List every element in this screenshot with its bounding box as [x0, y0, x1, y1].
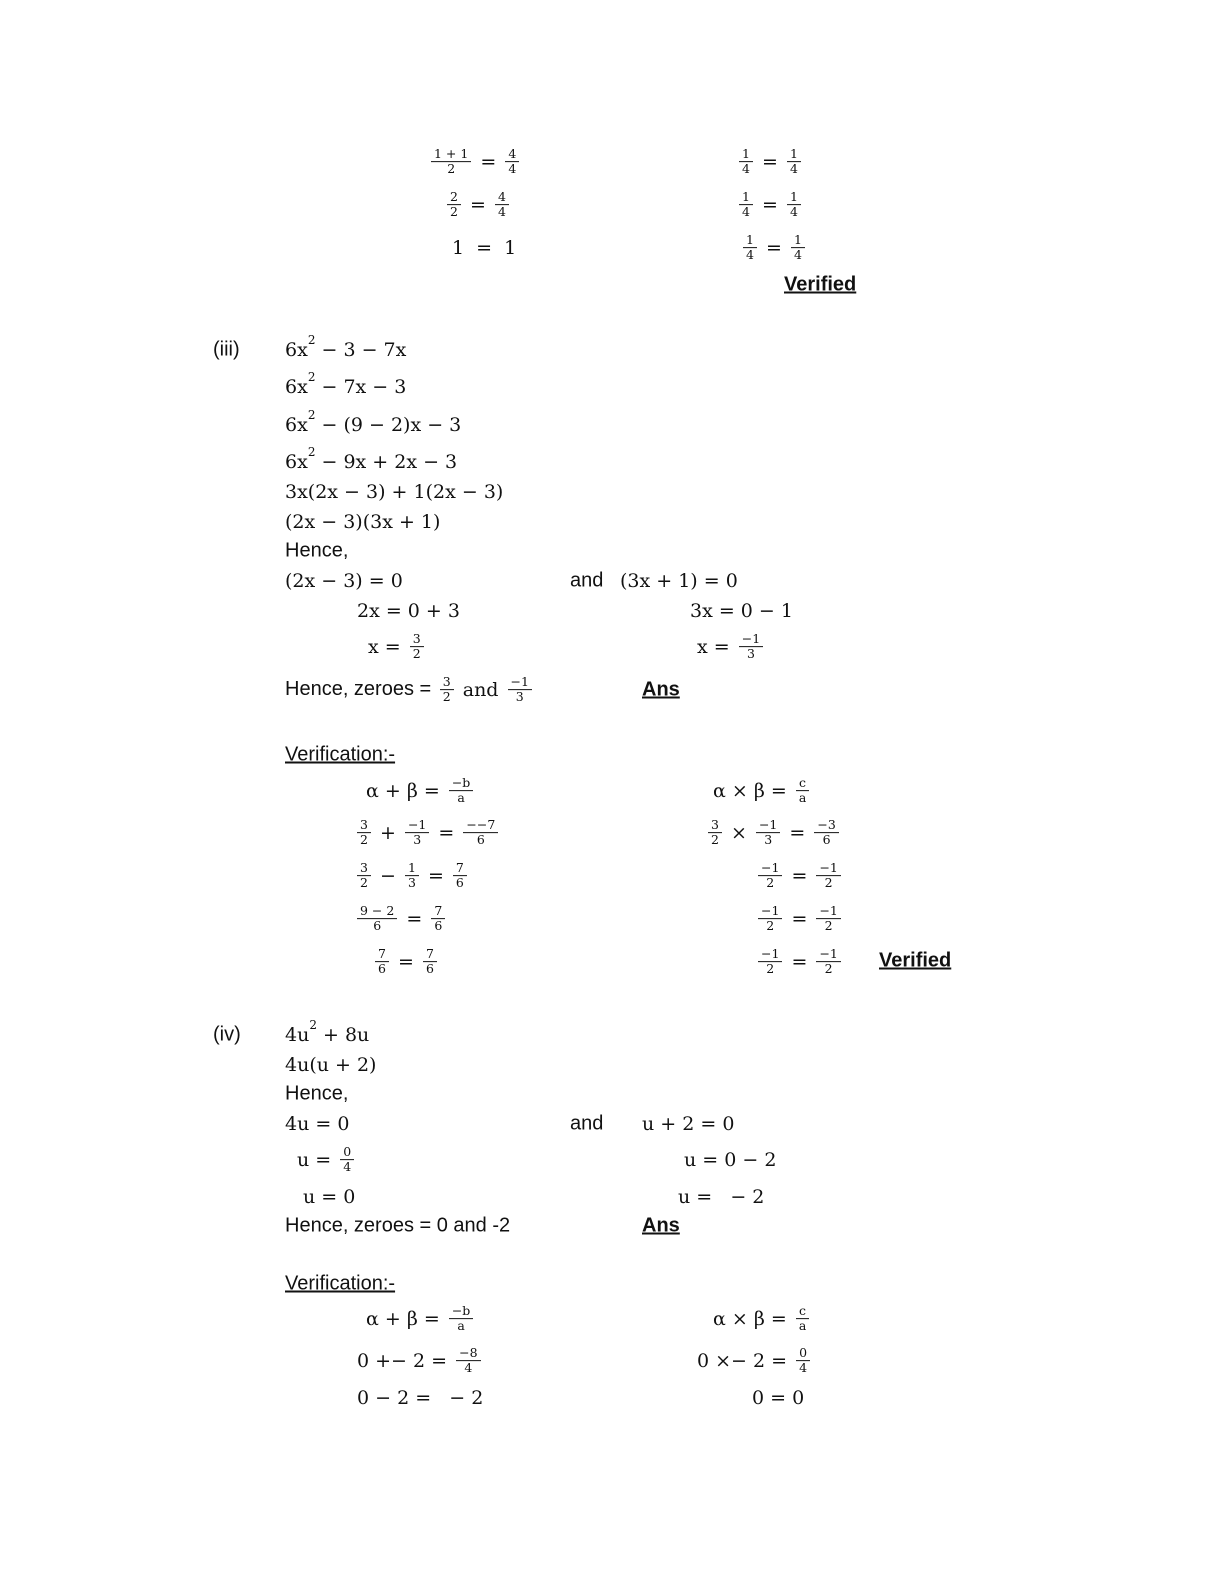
fraction — [708, 818, 722, 848]
denominator: 3 — [407, 875, 416, 891]
numerator: −8 — [456, 1346, 480, 1361]
fraction — [449, 776, 473, 806]
fraction — [787, 147, 801, 177]
superscript: 2 — [307, 445, 316, 459]
math-line — [372, 947, 440, 977]
numerator: −1 — [758, 947, 782, 962]
math-text: 3x = 0 − 1 — [690, 600, 793, 622]
denominator: 2 — [766, 918, 775, 934]
math-text: − — [373, 865, 402, 887]
math-line — [697, 632, 766, 662]
denominator: 6 — [476, 832, 485, 848]
ans-label: Ans — [642, 1214, 680, 1237]
math-line — [736, 147, 804, 177]
math-text: α × β = — [713, 780, 793, 802]
fraction — [814, 818, 838, 848]
numerator: 1 + 1 — [431, 147, 471, 162]
math-line — [755, 947, 844, 977]
math-text: 0 ×− 2 = — [697, 1350, 794, 1372]
math-text: 6x — [285, 414, 308, 436]
fraction — [743, 233, 757, 263]
text-line — [570, 1113, 603, 1136]
math-text: = — [755, 151, 784, 173]
denominator: 2 — [766, 961, 775, 977]
denominator: 4 — [793, 247, 802, 263]
fraction — [796, 776, 809, 806]
math-text: 6x — [285, 339, 308, 361]
zeroes-line — [285, 675, 535, 705]
math-line — [357, 1346, 484, 1376]
text: Hence, — [285, 1082, 349, 1105]
math-text: 0 = 0 — [752, 1387, 805, 1409]
math-line — [642, 1113, 734, 1135]
denominator: 2 — [824, 875, 833, 891]
denominator: 2 — [360, 832, 368, 848]
text: and — [570, 569, 604, 592]
math-text: = — [759, 237, 788, 259]
numerator: −1 — [816, 904, 840, 919]
numerator: 4 — [505, 147, 519, 162]
math-line — [366, 776, 476, 806]
denominator: a — [798, 790, 807, 806]
math-line — [354, 861, 470, 891]
math-text: = — [785, 951, 814, 973]
denominator: 4 — [789, 204, 798, 220]
math-line — [285, 511, 440, 533]
numerator: 0 — [340, 1145, 354, 1160]
numerator: −1 — [816, 861, 840, 876]
superscript: 2 — [307, 370, 316, 384]
math-text: x = — [368, 636, 407, 658]
numerator: −b — [449, 1304, 473, 1319]
text: and — [570, 1112, 604, 1135]
numerator: −1 — [758, 904, 782, 919]
math-line — [697, 1346, 813, 1376]
math-text: = — [463, 194, 492, 216]
math-text: = — [785, 908, 814, 930]
denominator: 6 — [455, 875, 464, 891]
numerator: 3 — [357, 861, 371, 876]
text: Hence, zeroes = — [285, 678, 437, 701]
fraction — [357, 861, 371, 891]
math-line — [285, 481, 503, 503]
fraction — [340, 1145, 354, 1175]
denominator: 3 — [515, 689, 524, 705]
numerator: −1 — [739, 632, 763, 647]
math-text: = — [400, 908, 429, 930]
math-text: 0 +− 2 = — [357, 1350, 454, 1372]
denominator: 4 — [742, 204, 750, 220]
fraction — [447, 190, 461, 220]
fraction — [756, 818, 780, 848]
text-line — [285, 540, 348, 563]
fraction — [739, 190, 753, 220]
numerator: −1 — [758, 861, 782, 876]
fraction — [739, 632, 763, 662]
text: Hence, zeroes = 0 and -2 — [285, 1214, 511, 1237]
math-line — [285, 445, 458, 473]
math-line — [285, 333, 407, 361]
text: Hence, — [285, 539, 349, 562]
math-text: = — [785, 865, 814, 887]
fraction — [463, 818, 498, 848]
superscript: 2 — [307, 333, 316, 347]
denominator: 2 — [824, 961, 833, 977]
denominator: 2 — [442, 689, 451, 705]
fraction — [357, 818, 371, 848]
denominator: 6 — [378, 961, 386, 977]
fraction — [405, 818, 429, 848]
fraction — [508, 675, 532, 705]
fraction — [758, 861, 782, 891]
math-text: 4u — [285, 1024, 310, 1046]
fraction — [440, 675, 454, 705]
fraction — [449, 1304, 473, 1334]
denominator: 2 — [711, 832, 719, 848]
math-line — [354, 904, 448, 934]
math-text: = — [755, 194, 784, 216]
denominator: 2 — [766, 875, 775, 891]
math-text: u = 0 − 2 — [684, 1149, 777, 1171]
math-line — [705, 818, 842, 848]
denominator: 4 — [799, 1360, 808, 1376]
math-text: 1 = 1 — [452, 237, 517, 259]
numerator: 1 — [787, 190, 801, 205]
math-text: 0 − 2 = − 2 — [357, 1387, 484, 1409]
math-line — [285, 1054, 376, 1076]
fraction — [816, 947, 840, 977]
denominator: 6 — [434, 918, 443, 934]
math-text: + 8u — [316, 1024, 370, 1046]
numerator: c — [796, 1304, 809, 1319]
verified-label: Verified — [879, 949, 952, 972]
math-line — [678, 1186, 764, 1208]
denominator: 3 — [413, 832, 422, 848]
math-text: 3x(2x − 3) + 1(2x − 3) — [285, 481, 504, 503]
numerator: 3 — [410, 632, 424, 647]
fraction — [787, 190, 801, 220]
math-text: = — [391, 951, 420, 973]
numerator: 3 — [440, 675, 454, 690]
numerator: 3 — [708, 818, 722, 833]
math-text: = — [421, 865, 450, 887]
math-text: (2x − 3) = 0 — [285, 570, 403, 592]
numerator: 1 — [791, 233, 805, 248]
denominator: 6 — [425, 961, 434, 977]
fraction — [423, 947, 437, 977]
denominator: 6 — [373, 918, 382, 934]
numerator: −1 — [756, 818, 780, 833]
denominator: 2 — [360, 875, 368, 891]
numerator: 0 — [796, 1346, 810, 1361]
math-text: 6x — [285, 451, 308, 473]
math-line — [285, 370, 407, 398]
math-text: (3x + 1) = 0 — [620, 570, 738, 592]
denominator: 3 — [764, 832, 773, 848]
denominator: 4 — [508, 161, 517, 177]
numerator: −3 — [814, 818, 838, 833]
math-line — [297, 1145, 357, 1175]
denominator: a — [798, 1318, 807, 1334]
part-label-iv: (iv) — [213, 1023, 241, 1046]
math-line — [428, 147, 522, 177]
fraction — [796, 1346, 810, 1376]
math-line — [366, 1304, 476, 1334]
fraction — [453, 861, 467, 891]
math-line — [690, 600, 793, 622]
denominator: 6 — [822, 832, 831, 848]
numerator: 2 — [447, 190, 461, 205]
math-line — [755, 904, 844, 934]
denominator: 2 — [450, 204, 458, 220]
fraction — [431, 147, 471, 177]
verification-heading: Verification:- — [285, 1272, 396, 1295]
fraction — [816, 861, 840, 891]
math-line — [740, 233, 808, 263]
math-text: = — [432, 822, 461, 844]
math-text: × — [724, 822, 753, 844]
math-line — [285, 408, 462, 436]
verification-heading: Verification:- — [285, 743, 396, 766]
numerator: −−7 — [463, 818, 498, 833]
part-label-iii: (iii) — [213, 338, 240, 361]
fraction — [739, 147, 753, 177]
math-text: 4u(u + 2) — [285, 1054, 377, 1076]
zeroes-line — [285, 1215, 510, 1238]
numerator: 7 — [431, 904, 445, 919]
fraction — [431, 904, 445, 934]
math-text: 2x = 0 + 3 — [357, 600, 460, 622]
denominator: 2 — [412, 646, 421, 662]
math-line — [713, 776, 812, 806]
fraction — [357, 904, 397, 934]
numerator: 1 — [405, 861, 419, 876]
math-text: x = — [697, 636, 736, 658]
verified-label: Verified — [784, 273, 857, 296]
math-text: 6x — [285, 376, 308, 398]
denominator: 3 — [746, 646, 755, 662]
math-line — [368, 632, 427, 662]
text-line — [285, 1083, 348, 1106]
numerator: 7 — [423, 947, 437, 962]
numerator: −1 — [816, 947, 840, 962]
fraction — [758, 904, 782, 934]
math-text: α + β = — [366, 1308, 446, 1330]
math-line — [713, 1304, 812, 1334]
numerator: 7 — [453, 861, 467, 876]
superscript: 2 — [307, 408, 316, 422]
math-line — [285, 1113, 349, 1135]
math-line — [452, 237, 516, 259]
math-line — [357, 1387, 483, 1409]
fraction — [758, 947, 782, 977]
fraction — [410, 632, 424, 662]
fraction — [791, 233, 805, 263]
numerator: 4 — [495, 190, 509, 205]
math-text: − 7x − 3 — [315, 376, 407, 398]
numerator: −1 — [405, 818, 429, 833]
math-text: − 9x + 2x − 3 — [315, 451, 458, 473]
denominator: a — [457, 790, 465, 806]
denominator: 2 — [824, 918, 833, 934]
math-text: u = 0 — [303, 1186, 356, 1208]
math-text: 4u = 0 — [285, 1113, 350, 1135]
numerator: 1 — [787, 147, 801, 162]
math-line — [285, 1018, 370, 1046]
denominator: 4 — [742, 161, 750, 177]
math-text: and — [456, 679, 505, 701]
math-line — [752, 1387, 804, 1409]
denominator: 4 — [343, 1159, 352, 1175]
math-text: − 3 − 7x — [315, 339, 407, 361]
math-text: (2x − 3)(3x + 1) — [285, 511, 441, 533]
numerator: −1 — [508, 675, 532, 690]
math-line — [736, 190, 804, 220]
denominator: 4 — [746, 247, 754, 263]
text-line — [570, 570, 603, 593]
math-line — [354, 818, 501, 848]
math-text: α × β = — [713, 1308, 793, 1330]
fraction — [505, 147, 519, 177]
denominator: a — [457, 1318, 465, 1334]
numerator: −b — [449, 776, 473, 791]
numerator: 9 − 2 — [357, 904, 397, 919]
math-text: u = − 2 — [678, 1186, 765, 1208]
numerator: c — [796, 776, 809, 791]
fraction — [495, 190, 509, 220]
superscript: 2 — [309, 1018, 317, 1032]
fraction — [456, 1346, 480, 1376]
math-text: = — [474, 151, 503, 173]
math-text: u = — [297, 1149, 338, 1171]
numerator: 1 — [739, 190, 753, 205]
denominator: 4 — [789, 161, 798, 177]
numerator: 3 — [357, 818, 371, 833]
math-text: + — [373, 822, 402, 844]
math-line — [755, 861, 844, 891]
fraction — [375, 947, 389, 977]
denominator: 2 — [447, 161, 456, 177]
fraction — [405, 861, 419, 891]
math-text: α + β = — [366, 780, 446, 802]
math-line — [285, 570, 403, 592]
math-line — [684, 1149, 776, 1171]
numerator: 1 — [739, 147, 753, 162]
numerator: 1 — [743, 233, 757, 248]
math-line — [357, 600, 460, 622]
ans-label: Ans — [642, 678, 680, 701]
math-text: − (9 − 2)x − 3 — [315, 414, 462, 436]
math-line — [303, 1186, 355, 1208]
math-text: = — [783, 822, 812, 844]
math-text: u + 2 = 0 — [642, 1113, 735, 1135]
math-line — [444, 190, 512, 220]
fraction — [796, 1304, 809, 1334]
denominator: 4 — [464, 1360, 473, 1376]
math-line — [620, 570, 738, 592]
numerator: 7 — [375, 947, 389, 962]
fraction — [816, 904, 840, 934]
denominator: 4 — [497, 204, 506, 220]
